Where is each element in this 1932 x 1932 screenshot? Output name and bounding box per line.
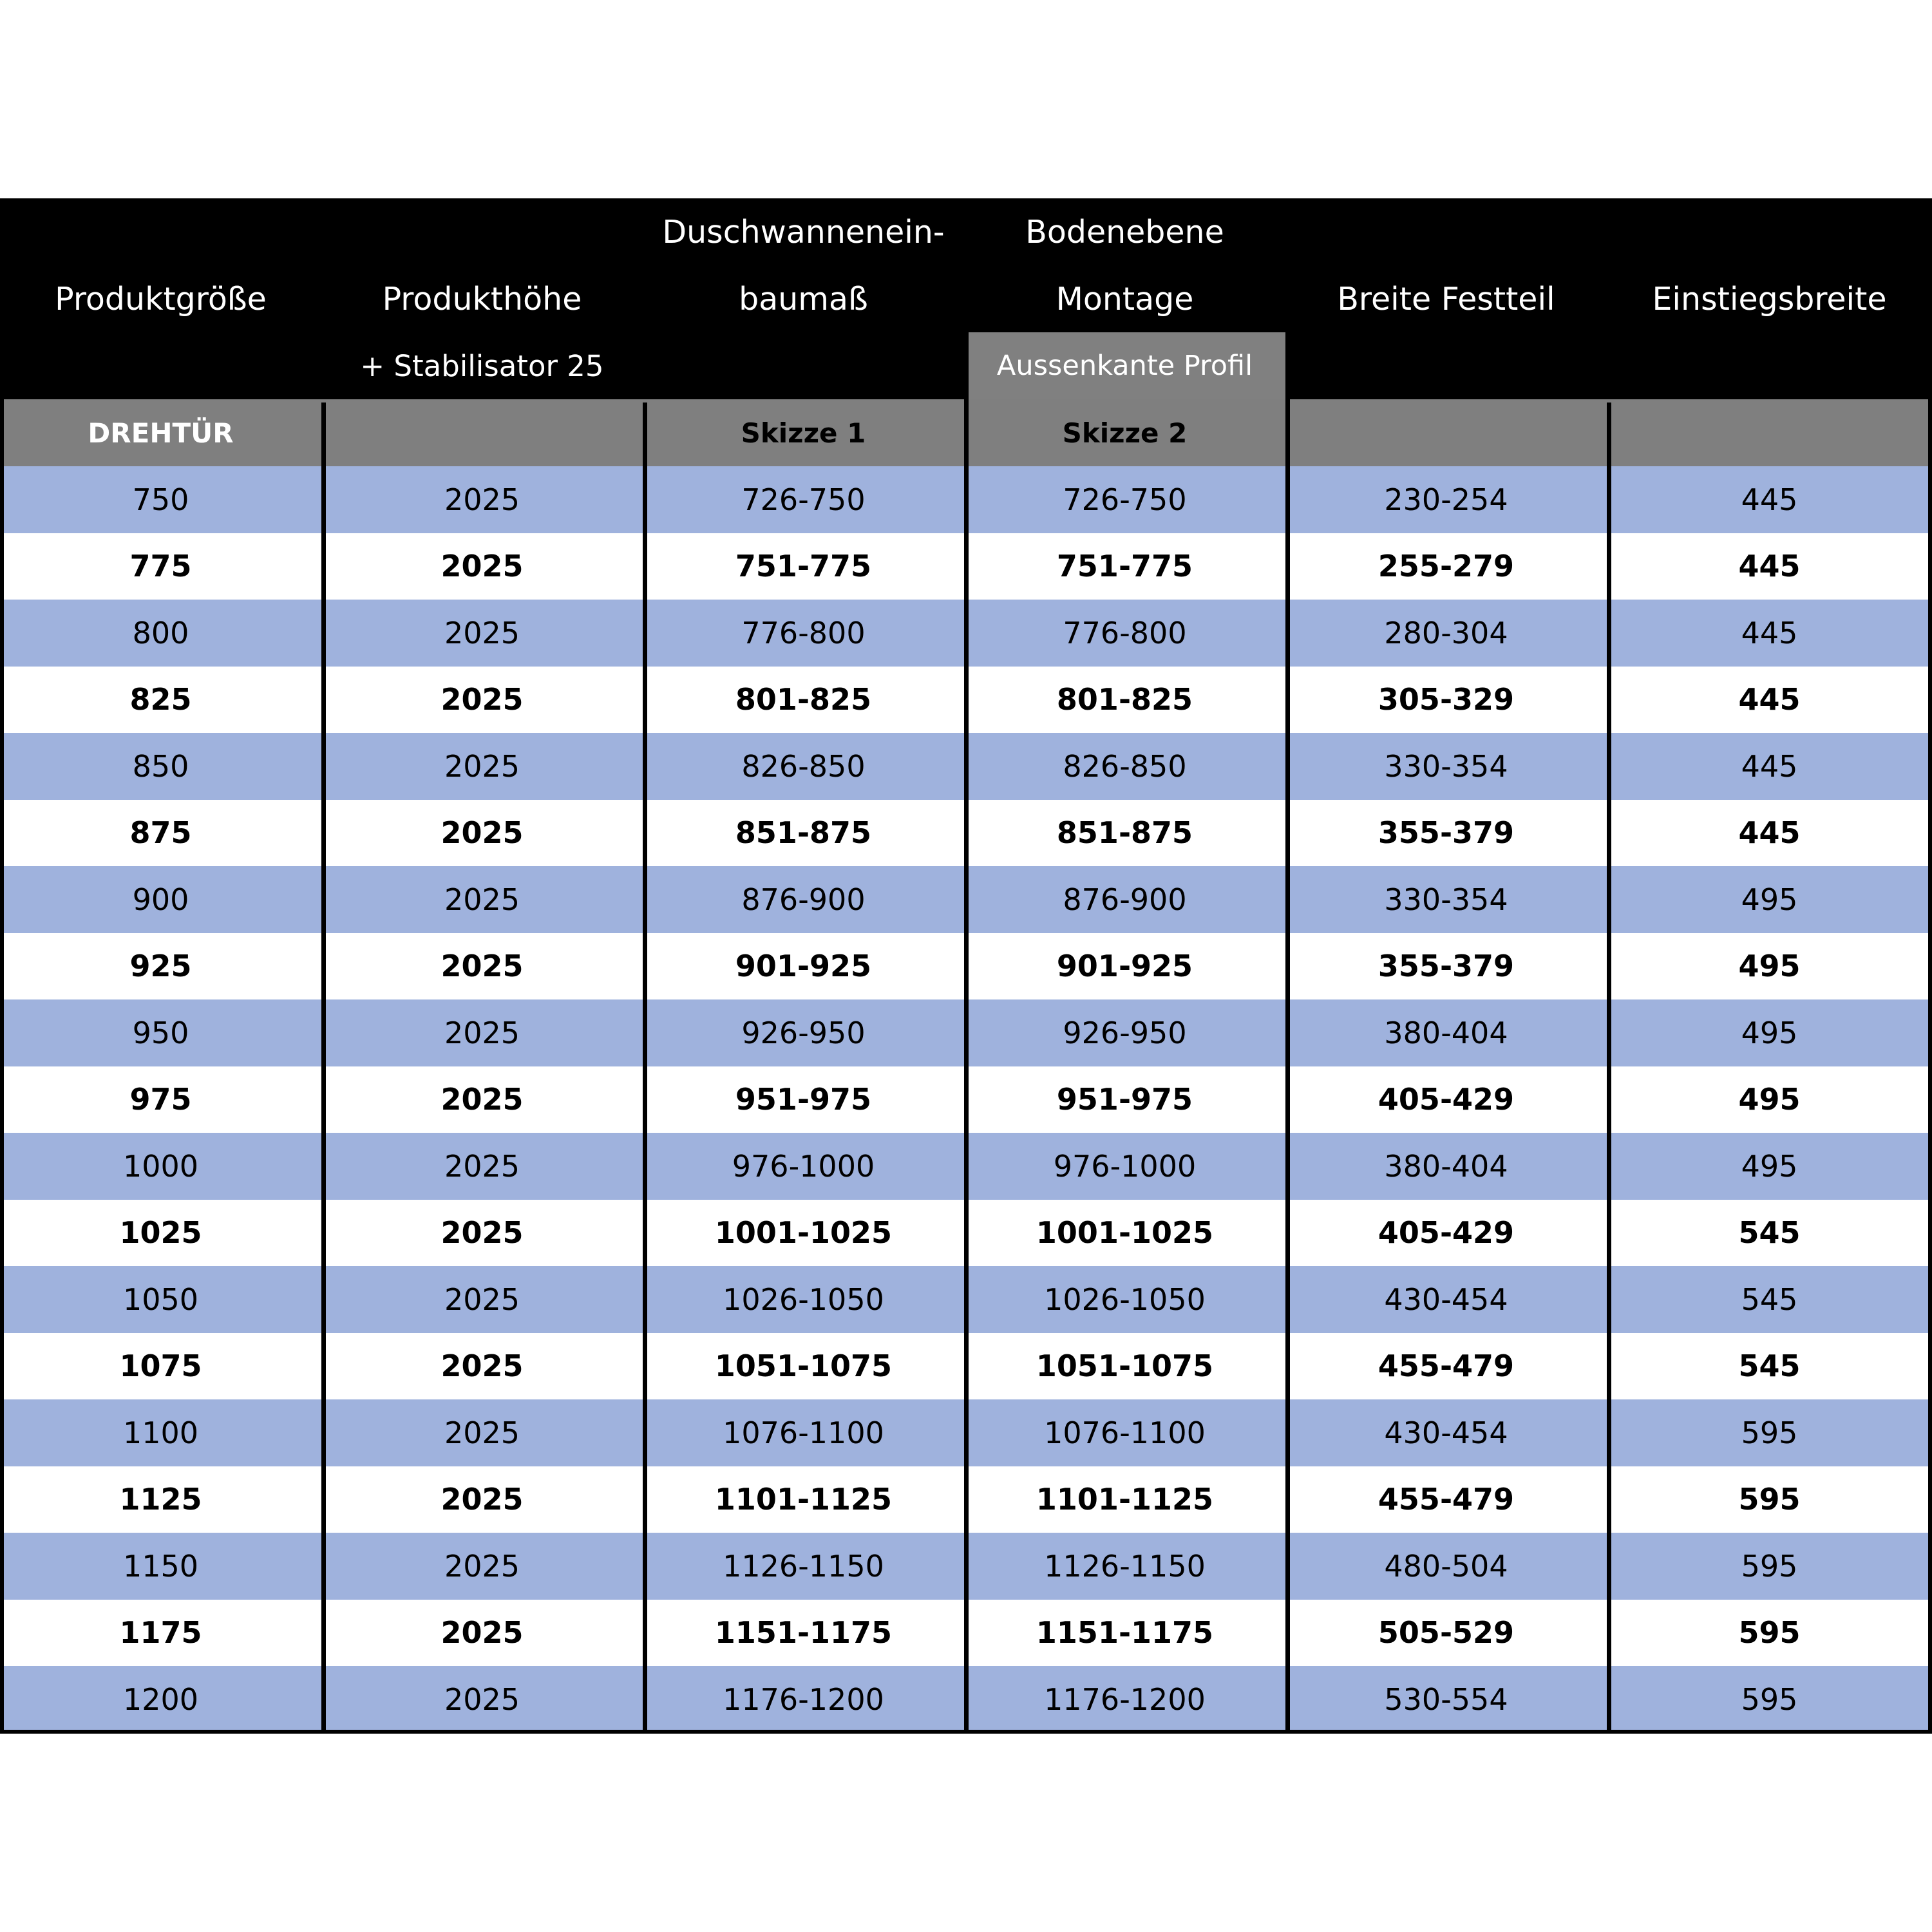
cell-produkthoehe: 2025 — [321, 667, 643, 734]
column-divider — [964, 332, 969, 1734]
header-col3-line1: Duschwannenein- — [643, 198, 964, 265]
header-col4-line1: Bodenebene — [964, 198, 1285, 265]
cell-breite-festteil: 405-429 — [1285, 1066, 1607, 1133]
cell-breite-festteil: 355-379 — [1285, 933, 1607, 1000]
cell-produktgroesse: 900 — [0, 866, 321, 933]
cell-duschwanne: 851-875 — [643, 800, 964, 867]
cell-duschwanne: 951-975 — [643, 1066, 964, 1133]
cell-produkthoehe: 2025 — [321, 600, 643, 667]
subheader-drehtuer: DREHTÜR — [0, 399, 321, 466]
cell-produktgroesse: 925 — [0, 933, 321, 1000]
header-col6-top — [1607, 198, 1932, 265]
header-breite-festteil: Breite Festteil — [1285, 265, 1607, 332]
cell-duschwanne: 901-925 — [643, 933, 964, 1000]
cell-breite-festteil: 380-404 — [1285, 999, 1607, 1066]
cell-produkthoehe: 2025 — [321, 1600, 643, 1667]
cell-produktgroesse: 750 — [0, 466, 321, 533]
cell-bodenebene: 926-950 — [964, 999, 1285, 1066]
cell-bodenebene: 801-825 — [964, 667, 1285, 734]
cell-einstiegsbreite: 545 — [1607, 1333, 1932, 1400]
cell-produktgroesse: 1100 — [0, 1399, 321, 1466]
cell-produkthoehe: 2025 — [321, 866, 643, 933]
cell-breite-festteil: 330-354 — [1285, 866, 1607, 933]
header-col3-sub — [643, 332, 964, 399]
cell-produkthoehe: 2025 — [321, 1333, 643, 1400]
cell-produkthoehe: 2025 — [321, 999, 643, 1066]
header-col2-top — [321, 198, 643, 265]
cell-duschwanne: 776-800 — [643, 600, 964, 667]
cell-duschwanne: 826-850 — [643, 733, 964, 800]
cell-einstiegsbreite: 545 — [1607, 1266, 1932, 1333]
cell-bodenebene: 1176-1200 — [964, 1666, 1285, 1733]
cell-produktgroesse: 825 — [0, 667, 321, 734]
header-produkthoehe: Produkthöhe — [321, 265, 643, 332]
cell-produktgroesse: 875 — [0, 800, 321, 867]
cell-einstiegsbreite: 445 — [1607, 533, 1932, 600]
header-einstiegsbreite: Einstiegsbreite — [1607, 265, 1932, 332]
cell-produkthoehe: 2025 — [321, 1399, 643, 1466]
cell-produktgroesse: 775 — [0, 533, 321, 600]
cell-produktgroesse: 1125 — [0, 1466, 321, 1533]
size-table — [0, 198, 1932, 1734]
cell-duschwanne: 1151-1175 — [643, 1600, 964, 1667]
cell-einstiegsbreite: 495 — [1607, 1133, 1932, 1200]
cell-einstiegsbreite: 495 — [1607, 933, 1932, 1000]
cell-produktgroesse: 975 — [0, 1066, 321, 1133]
cell-einstiegsbreite: 595 — [1607, 1399, 1932, 1466]
cell-einstiegsbreite: 595 — [1607, 1600, 1932, 1667]
cell-breite-festteil: 430-454 — [1285, 1399, 1607, 1466]
cell-breite-festteil: 255-279 — [1285, 533, 1607, 600]
cell-duschwanne: 1051-1075 — [643, 1333, 964, 1400]
cell-breite-festteil: 480-504 — [1285, 1533, 1607, 1600]
cell-produkthoehe: 2025 — [321, 1533, 643, 1600]
cell-produkthoehe: 2025 — [321, 800, 643, 867]
cell-duschwanne: 1176-1200 — [643, 1666, 964, 1733]
cell-produktgroesse: 1050 — [0, 1266, 321, 1333]
cell-duschwanne: 926-950 — [643, 999, 964, 1066]
subheader-col2 — [321, 399, 643, 466]
cell-einstiegsbreite: 595 — [1607, 1466, 1932, 1533]
cell-produkthoehe: 2025 — [321, 533, 643, 600]
subheader-skizze-1: Skizze 1 — [643, 399, 964, 466]
cell-produktgroesse: 1200 — [0, 1666, 321, 1733]
subheader-skizze-2: Skizze 2 — [964, 399, 1285, 466]
cell-duschwanne: 751-775 — [643, 533, 964, 600]
column-divider — [1285, 332, 1290, 1734]
cell-breite-festteil: 505-529 — [1285, 1600, 1607, 1667]
cell-bodenebene: 1126-1150 — [964, 1533, 1285, 1600]
cell-produktgroesse: 950 — [0, 999, 321, 1066]
cell-bodenebene: 1026-1050 — [964, 1266, 1285, 1333]
cell-produkthoehe: 2025 — [321, 1466, 643, 1533]
cell-produktgroesse: 1000 — [0, 1133, 321, 1200]
header-stabilisator: + Stabilisator 25 — [321, 332, 643, 399]
cell-produktgroesse: 800 — [0, 600, 321, 667]
cell-bodenebene: 726-750 — [964, 466, 1285, 533]
cell-bodenebene: 1101-1125 — [964, 1466, 1285, 1533]
cell-breite-festteil: 230-254 — [1285, 466, 1607, 533]
cell-bodenebene: 951-975 — [964, 1066, 1285, 1133]
cell-duschwanne: 1001-1025 — [643, 1200, 964, 1267]
cell-breite-festteil: 430-454 — [1285, 1266, 1607, 1333]
cell-breite-festteil: 405-429 — [1285, 1200, 1607, 1267]
column-divider — [1607, 402, 1611, 1734]
cell-einstiegsbreite: 445 — [1607, 466, 1932, 533]
header-produktgroesse: Produktgröße — [0, 265, 321, 332]
cell-produkthoehe: 2025 — [321, 1666, 643, 1733]
cell-produktgroesse: 1175 — [0, 1600, 321, 1667]
cell-duschwanne: 801-825 — [643, 667, 964, 734]
cell-duschwanne: 1101-1125 — [643, 1466, 964, 1533]
header-col5-sub — [1285, 332, 1607, 399]
cell-produktgroesse: 1075 — [0, 1333, 321, 1400]
cell-einstiegsbreite: 445 — [1607, 667, 1932, 734]
cell-breite-festteil: 455-479 — [1285, 1333, 1607, 1400]
cell-produktgroesse: 850 — [0, 733, 321, 800]
header-col5-top — [1285, 198, 1607, 265]
cell-duschwanne: 1076-1100 — [643, 1399, 964, 1466]
cell-bodenebene: 751-775 — [964, 533, 1285, 600]
cell-bodenebene: 1001-1025 — [964, 1200, 1285, 1267]
header-col6-sub — [1607, 332, 1932, 399]
cell-bodenebene: 1051-1075 — [964, 1333, 1285, 1400]
cell-produkthoehe: 2025 — [321, 733, 643, 800]
cell-duschwanne: 976-1000 — [643, 1133, 964, 1200]
cell-duschwanne: 1126-1150 — [643, 1533, 964, 1600]
cell-bodenebene: 1076-1100 — [964, 1399, 1285, 1466]
cell-breite-festteil: 355-379 — [1285, 800, 1607, 867]
header-col1-top — [0, 198, 321, 265]
cell-produktgroesse: 1025 — [0, 1200, 321, 1267]
cell-einstiegsbreite: 495 — [1607, 1066, 1932, 1133]
cell-breite-festteil: 455-479 — [1285, 1466, 1607, 1533]
subheader-col5 — [1285, 399, 1607, 466]
cell-breite-festteil: 530-554 — [1285, 1666, 1607, 1733]
cell-produkthoehe: 2025 — [321, 1066, 643, 1133]
cell-breite-festteil: 305-329 — [1285, 667, 1607, 734]
cell-einstiegsbreite: 595 — [1607, 1666, 1932, 1733]
cell-einstiegsbreite: 495 — [1607, 999, 1932, 1066]
header-aussenkante-profil: Aussenkante Profil — [964, 332, 1285, 399]
header-col4-line2: Montage — [964, 265, 1285, 332]
cell-duschwanne: 876-900 — [643, 866, 964, 933]
cell-produkthoehe: 2025 — [321, 466, 643, 533]
cell-produkthoehe: 2025 — [321, 1133, 643, 1200]
cell-bodenebene: 851-875 — [964, 800, 1285, 867]
cell-bodenebene: 976-1000 — [964, 1133, 1285, 1200]
cell-breite-festteil: 380-404 — [1285, 1133, 1607, 1200]
cell-breite-festteil: 280-304 — [1285, 600, 1607, 667]
cell-bodenebene: 901-925 — [964, 933, 1285, 1000]
cell-duschwanne: 1026-1050 — [643, 1266, 964, 1333]
header-col3-line2: baumaß — [643, 265, 964, 332]
cell-breite-festteil: 330-354 — [1285, 733, 1607, 800]
subheader-col6 — [1607, 399, 1932, 466]
cell-produkthoehe: 2025 — [321, 933, 643, 1000]
cell-bodenebene: 826-850 — [964, 733, 1285, 800]
column-divider — [321, 402, 326, 1734]
cell-bodenebene: 776-800 — [964, 600, 1285, 667]
cell-einstiegsbreite: 445 — [1607, 800, 1932, 867]
cell-einstiegsbreite: 595 — [1607, 1533, 1932, 1600]
cell-einstiegsbreite: 445 — [1607, 600, 1932, 667]
cell-einstiegsbreite: 545 — [1607, 1200, 1932, 1267]
cell-bodenebene: 1151-1175 — [964, 1600, 1285, 1667]
cell-produkthoehe: 2025 — [321, 1266, 643, 1333]
cell-einstiegsbreite: 495 — [1607, 866, 1932, 933]
cell-duschwanne: 726-750 — [643, 466, 964, 533]
cell-einstiegsbreite: 445 — [1607, 733, 1932, 800]
cell-bodenebene: 876-900 — [964, 866, 1285, 933]
column-divider — [643, 402, 647, 1734]
cell-produkthoehe: 2025 — [321, 1200, 643, 1267]
cell-produktgroesse: 1150 — [0, 1533, 321, 1600]
header-col1-sub — [0, 332, 321, 399]
